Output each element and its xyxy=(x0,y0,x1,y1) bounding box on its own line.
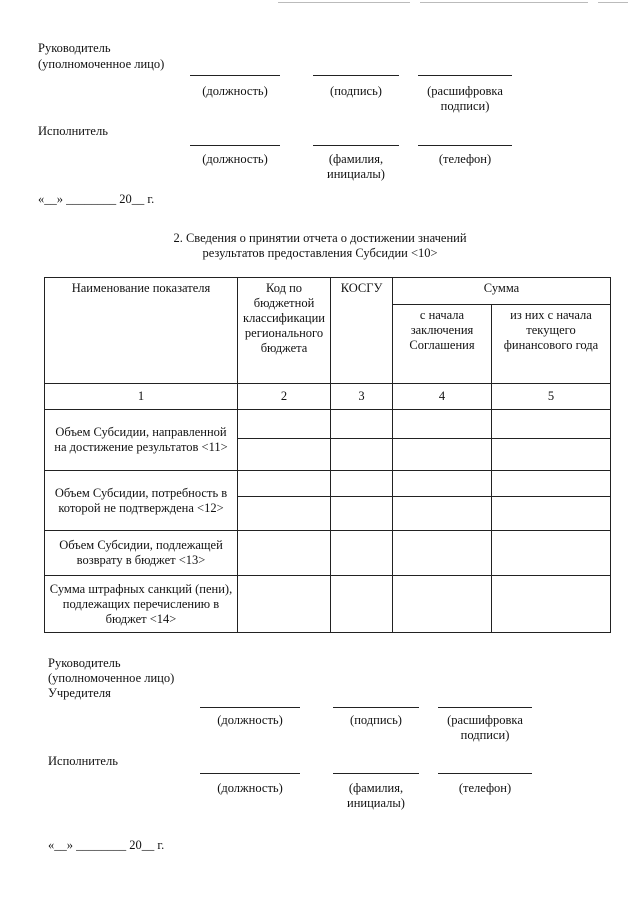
sec2-cap-name: (фамилия, инициалы) xyxy=(347,781,405,810)
col-num-4: 4 xyxy=(393,384,492,410)
sec2-signature-line[interactable] xyxy=(333,707,419,708)
sec1-head-line2: (уполномоченное лицо) xyxy=(38,57,165,71)
sec2-cap-position: (должность) xyxy=(217,713,283,727)
sec1-cap-position: (должность) xyxy=(202,84,268,98)
sec1-head-line1: Руководитель xyxy=(38,41,111,55)
sec1-position-line[interactable] xyxy=(190,75,280,76)
report-table xyxy=(44,277,611,633)
top-rule-left xyxy=(278,2,410,3)
sec2-cap-position2: (должность) xyxy=(217,781,283,795)
table-cell[interactable] xyxy=(393,410,492,439)
header-sum: Сумма xyxy=(393,278,611,305)
table-cell[interactable] xyxy=(492,497,611,531)
col-num-5: 5 xyxy=(492,384,611,410)
sec2-head-line3: Учредителя xyxy=(48,686,111,700)
header-indicator: Наименование показателя xyxy=(45,278,238,384)
col-num-2: 2 xyxy=(238,384,331,410)
sec1-cap-decoding: (расшифровка подписи) xyxy=(427,84,503,113)
row-label-unconfirmed: Объем Субсидии, потребность в которой не подтверждена <12> xyxy=(45,471,238,531)
table-cell[interactable] xyxy=(393,576,492,633)
sec2-head-line1: Руководитель xyxy=(48,656,121,670)
table-cell[interactable] xyxy=(492,439,611,471)
col-num-3: 3 xyxy=(331,384,393,410)
header-current-year: из них с начала текущего финансового года xyxy=(492,305,611,384)
sec2-decoding-line[interactable] xyxy=(438,707,532,708)
sec1-signature-line[interactable] xyxy=(313,75,399,76)
sec1-cap-signature: (подпись) xyxy=(330,84,382,98)
row-label-directed: Объем Субсидии, направленной на достижение результатов <11> xyxy=(45,410,238,471)
col-num-1: 1 xyxy=(45,384,238,410)
table-cell[interactable] xyxy=(238,439,331,471)
sec2-cap-phone: (телефон) xyxy=(458,781,512,795)
table-cell[interactable] xyxy=(492,471,611,497)
section2-title-line2: результатов предоставления Субсидии <10> xyxy=(202,246,438,260)
sec2-date[interactable]: «__» ________ 20__ г. xyxy=(48,838,165,852)
sec2-head-line2: (уполномоченное лицо) xyxy=(48,671,175,685)
sec1-phone-line[interactable] xyxy=(418,145,512,146)
table-cell[interactable] xyxy=(238,471,331,497)
sec2-phone-line[interactable] xyxy=(438,773,532,774)
table-cell[interactable] xyxy=(331,531,393,576)
table-cell[interactable] xyxy=(331,497,393,531)
top-rule-mid xyxy=(420,2,588,3)
sec1-executor-label: Исполнитель xyxy=(38,124,108,138)
sec1-cap-position2: (должность) xyxy=(202,152,268,166)
table-cell[interactable] xyxy=(492,576,611,633)
header-since-start: с начала заключения Соглашения xyxy=(393,305,492,384)
table-cell[interactable] xyxy=(238,576,331,633)
sec2-cap-signature: (подпись) xyxy=(350,713,402,727)
table-cell[interactable] xyxy=(492,531,611,576)
sec2-name-line[interactable] xyxy=(333,773,419,774)
table-cell[interactable] xyxy=(238,531,331,576)
table-cell[interactable] xyxy=(238,410,331,439)
sec2-executor-label: Исполнитель xyxy=(48,754,118,768)
table-cell[interactable] xyxy=(393,471,492,497)
table-cell[interactable] xyxy=(393,439,492,471)
header-code: Код по бюджетной классификации регионального бюджета xyxy=(238,278,331,384)
sec1-cap-phone: (телефон) xyxy=(438,152,492,166)
sec1-position2-line[interactable] xyxy=(190,145,280,146)
table-cell[interactable] xyxy=(331,439,393,471)
top-rule-right xyxy=(598,2,628,3)
header-kosgu: КОСГУ xyxy=(331,278,393,384)
row-label-penalties: Сумма штрафных санкций (пени), подлежащих перечислению в бюджет <14> xyxy=(45,576,238,633)
table-cell[interactable] xyxy=(238,497,331,531)
sec2-position-line[interactable] xyxy=(200,707,300,708)
row-label-refund: Объем Субсидии, подлежащей возврату в бюджет <13> xyxy=(45,531,238,576)
section2-title-line1: 2. Сведения о принятии отчета о достижении значений xyxy=(173,231,467,245)
table-cell[interactable] xyxy=(331,410,393,439)
sec2-position2-line[interactable] xyxy=(200,773,300,774)
table-cell[interactable] xyxy=(492,410,611,439)
table-cell[interactable] xyxy=(331,576,393,633)
table-cell[interactable] xyxy=(331,471,393,497)
sec1-date[interactable]: «__» ________ 20__ г. xyxy=(38,192,155,206)
table-cell[interactable] xyxy=(393,497,492,531)
sec1-decoding-line[interactable] xyxy=(418,75,512,76)
sec1-cap-name: (фамилия, инициалы) xyxy=(327,152,385,181)
table-cell[interactable] xyxy=(393,531,492,576)
sec1-name-line[interactable] xyxy=(313,145,399,146)
sec2-cap-decoding: (расшифровка подписи) xyxy=(447,713,523,742)
